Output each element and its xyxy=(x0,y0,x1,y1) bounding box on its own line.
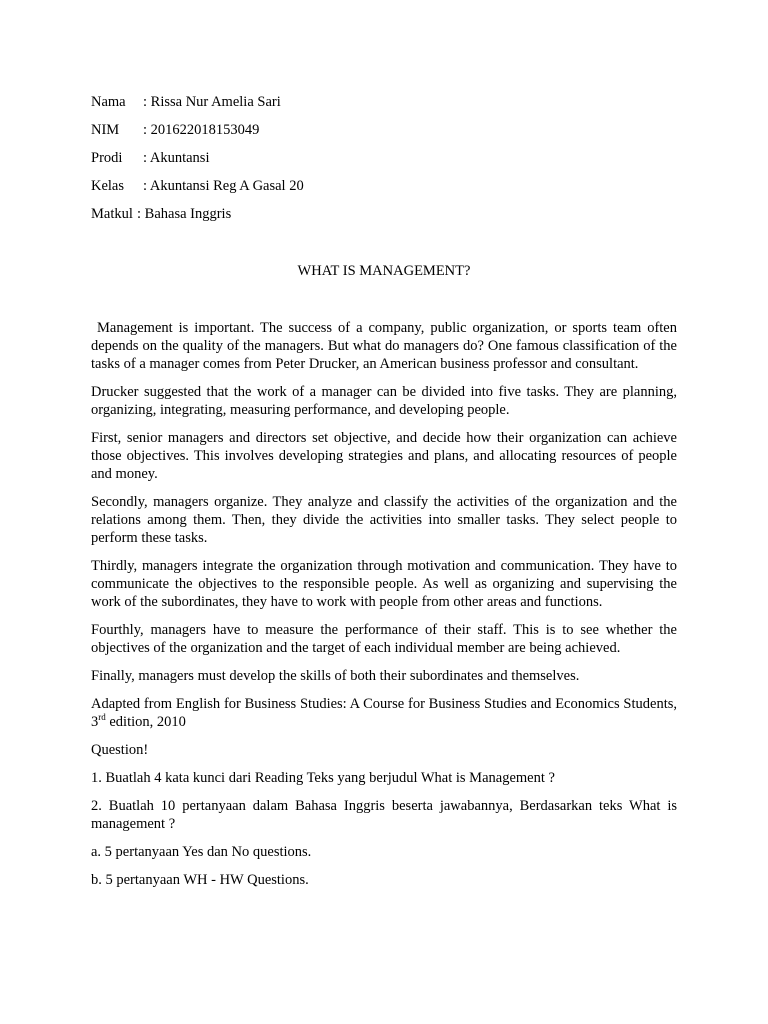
paragraph-intro: Management is important. The success of a company, public organization, or sports team often depends on the quality of the managers. But what do managers do? One famous classification of the tasks of a manager comes from Peter Drucker, an American business professor and consultant. xyxy=(91,320,681,372)
source-text: Adapted from English for Business Studies: A Course for Business Studies and Economics Students, 3 xyxy=(91,696,677,730)
info-separator: : xyxy=(143,122,151,138)
info-label: Nama xyxy=(91,94,126,110)
info-label: Prodi xyxy=(91,150,123,166)
info-label: NIM xyxy=(91,122,120,138)
paragraph-first: First, senior managers and directors set objective, and decide how their organization can achieve those objectives. This involves developing strategies and plans, and allocating resources of people and money. xyxy=(91,430,677,482)
question-2b: b. 5 pertanyaan WH - HW Questions. xyxy=(91,872,309,888)
info-value: Akuntansi Reg A Gasal 20 xyxy=(149,178,304,194)
info-row-nama xyxy=(91,92,491,120)
info-value: Rissa Nur Amelia Sari xyxy=(150,94,281,110)
info-row-prodi xyxy=(91,148,491,176)
question-heading: Question! xyxy=(91,742,149,758)
info-separator: : xyxy=(143,150,150,166)
info-label: Matkul xyxy=(91,206,133,222)
document-body xyxy=(91,319,681,899)
source-superscript: rd xyxy=(98,712,106,723)
paragraph-thirdly: Thirdly, managers integrate the organization through motivation and communication. They have to communicate the objectives to the responsible people. As well as organizing and supervising the work of the subordinates, they have to work with people from other areas and functions. xyxy=(91,558,677,610)
info-value: Akuntansi xyxy=(149,150,210,166)
info-row-matkul xyxy=(91,204,491,232)
paragraph-finally: Finally, managers must develop the skills of both their subordinates and themselves. xyxy=(91,668,580,684)
student-info xyxy=(91,92,491,232)
paragraph-drucker: Drucker suggested that the work of a manager can be divided into five tasks. They are planning, organizing, integrating, measuring performance, and developing people. xyxy=(91,384,677,418)
question-2a: a. 5 pertanyaan Yes dan No questions. xyxy=(91,844,312,860)
source-citation xyxy=(91,695,677,731)
info-label: Kelas xyxy=(91,178,125,194)
info-value: Bahasa Inggris xyxy=(144,206,232,222)
info-separator: : xyxy=(143,178,150,194)
info-separator: : xyxy=(143,94,151,110)
info-row-kelas xyxy=(91,176,491,204)
paragraph-secondly: Secondly, managers organize. They analyze and classify the activities of the organization and the relations among them. Then, they divide the activities into smaller tasks. They select people to perform these tasks. xyxy=(91,494,677,546)
paragraph-fourthly: Fourthly, managers have to measure the performance of their staff. This is to see whether the objectives of the organization and the target of each individual member are being achieved. xyxy=(91,622,677,656)
info-value: 201622018153049 xyxy=(150,122,260,138)
info-separator: : xyxy=(137,206,145,222)
source-edition: edition, 2010 xyxy=(105,714,186,730)
document-title: WHAT IS MANAGEMENT? xyxy=(297,263,471,279)
question-1: 1. Buatlah 4 kata kunci dari Reading Teks yang berjudul What is Management ? xyxy=(91,770,555,786)
info-row-nim xyxy=(91,120,491,148)
question-2: 2. Buatlah 10 pertanyaan dalam Bahasa Inggris beserta jawabannya, Berdasarkan teks What is management ? xyxy=(91,798,677,832)
